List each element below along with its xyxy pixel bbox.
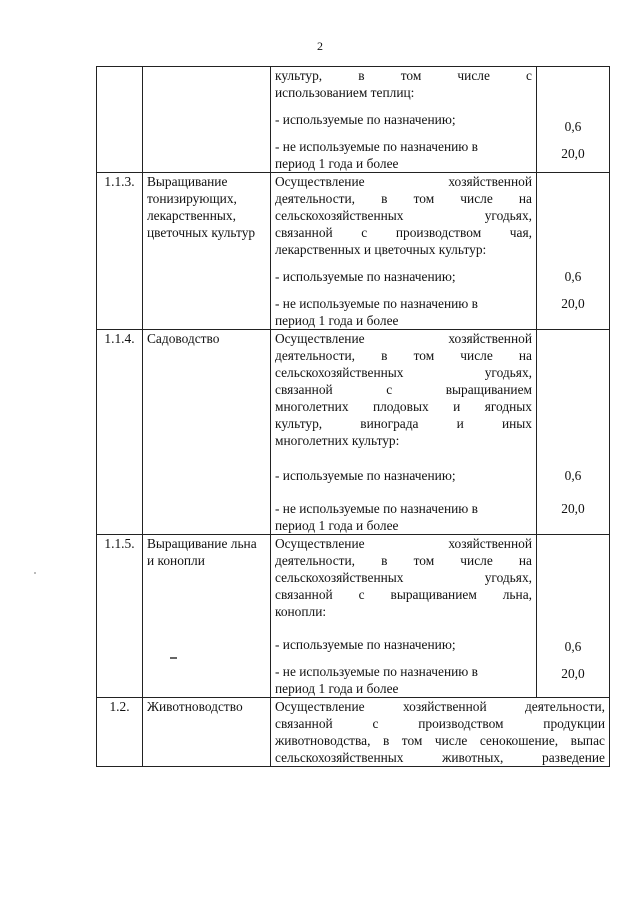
description-line: Осуществление хозяйственной — [275, 331, 532, 346]
row-number: 1.2. — [97, 698, 143, 767]
item-unused-text: период 1 года и более — [275, 313, 399, 328]
description-line: деятельности, в том числе на — [275, 191, 532, 206]
row-values — [537, 67, 610, 173]
name-line: тонизирующих, — [147, 191, 237, 206]
name-line: Выращивание — [147, 174, 228, 189]
value-unused: 20,0 — [561, 666, 585, 681]
row-values — [537, 330, 610, 535]
value-unused: 20,0 — [561, 296, 585, 311]
row-description — [271, 535, 537, 698]
item-unused-text: - не используемые по назначению в — [275, 664, 478, 679]
description-line: деятельности, в том числе на — [275, 553, 532, 568]
description-line: сельскохозяйственных угодьях, — [275, 208, 532, 223]
description-line: деятельности, в том числе на — [275, 348, 532, 363]
item-used-text: - используемые по назначению; — [275, 112, 456, 127]
description-line: сельскохозяйственных угодьях, — [275, 365, 532, 380]
row-values — [537, 535, 610, 698]
scan-speck — [34, 572, 36, 574]
row-description — [271, 330, 537, 535]
name-line: лекарственных, — [147, 208, 236, 223]
description-line: Осуществление хозяйственной — [275, 174, 532, 189]
name-line: Садоводство — [147, 331, 220, 346]
value-used: 0,6 — [564, 119, 582, 134]
description-line: многолетних плодовых и ягодных — [275, 399, 532, 414]
table-row — [97, 67, 610, 173]
row-name — [143, 535, 271, 698]
page-number: 2 — [317, 39, 323, 53]
description-line: сельскохозяйственных животных, разведение — [275, 750, 605, 765]
row-description — [271, 67, 537, 173]
item-used-text: - используемые по назначению; — [275, 637, 456, 652]
description-line: сельскохозяйственных угодьях, — [275, 570, 532, 585]
name-line: и конопли — [147, 553, 205, 568]
coefficients-table — [96, 66, 610, 767]
item-unused-text: - не используемые по назначению в — [275, 296, 478, 311]
row-name — [143, 698, 271, 767]
row-description — [271, 173, 537, 330]
description-line: связанной с производством чая, — [275, 225, 532, 240]
row-number — [97, 67, 143, 173]
description-line: Осуществление хозяйственной — [275, 536, 532, 551]
description-line: использованием теплиц: — [275, 85, 415, 100]
table-row — [97, 535, 610, 698]
value-used: 0,6 — [564, 639, 582, 654]
description-line: культур, в том числе с — [275, 68, 532, 83]
scan-mark — [170, 657, 177, 659]
description-line: животноводства, в том числе сенокошение, выпас — [275, 733, 605, 748]
name-line: цветочных культур — [147, 225, 256, 240]
description-line: лекарственных и цветочных культур: — [275, 242, 487, 257]
description-line: конопли: — [275, 604, 327, 619]
table-row — [97, 698, 610, 767]
value-unused: 20,0 — [561, 501, 585, 516]
description-line: связанной с производством продукции — [275, 716, 605, 731]
value-unused: 20,0 — [561, 146, 585, 161]
description-line: Осуществление хозяйственной деятельности, — [275, 699, 605, 714]
row-number: 1.1.4. — [97, 330, 143, 535]
row-name — [143, 173, 271, 330]
table-row — [97, 330, 610, 535]
item-used-text: - используемые по назначению; — [275, 269, 456, 284]
row-description — [271, 698, 610, 767]
row-name — [143, 67, 271, 173]
item-unused-text: период 1 года и более — [275, 681, 399, 696]
name-line: Выращивание льна — [147, 536, 257, 551]
description-line: связанной с выращиванием льна, — [275, 587, 532, 602]
name-line: Животноводство — [147, 699, 243, 714]
row-number: 1.1.3. — [97, 173, 143, 330]
row-name — [143, 330, 271, 535]
value-used: 0,6 — [564, 269, 582, 284]
item-unused-text: период 1 года и более — [275, 156, 399, 171]
row-number: 1.1.5. — [97, 535, 143, 698]
description-line: связанной с выращиванием — [275, 382, 532, 397]
description-line: культур, винограда и иных — [275, 416, 532, 431]
row-values — [537, 173, 610, 330]
description-line: многолетних культур: — [275, 433, 400, 448]
table-row — [97, 173, 610, 330]
item-unused-text: период 1 года и более — [275, 518, 399, 533]
value-used: 0,6 — [564, 468, 582, 483]
item-unused-text: - не используемые по назначению в — [275, 139, 478, 154]
item-unused-text: - не используемые по назначению в — [275, 501, 478, 516]
item-used-text: - используемые по назначению; — [275, 468, 456, 483]
